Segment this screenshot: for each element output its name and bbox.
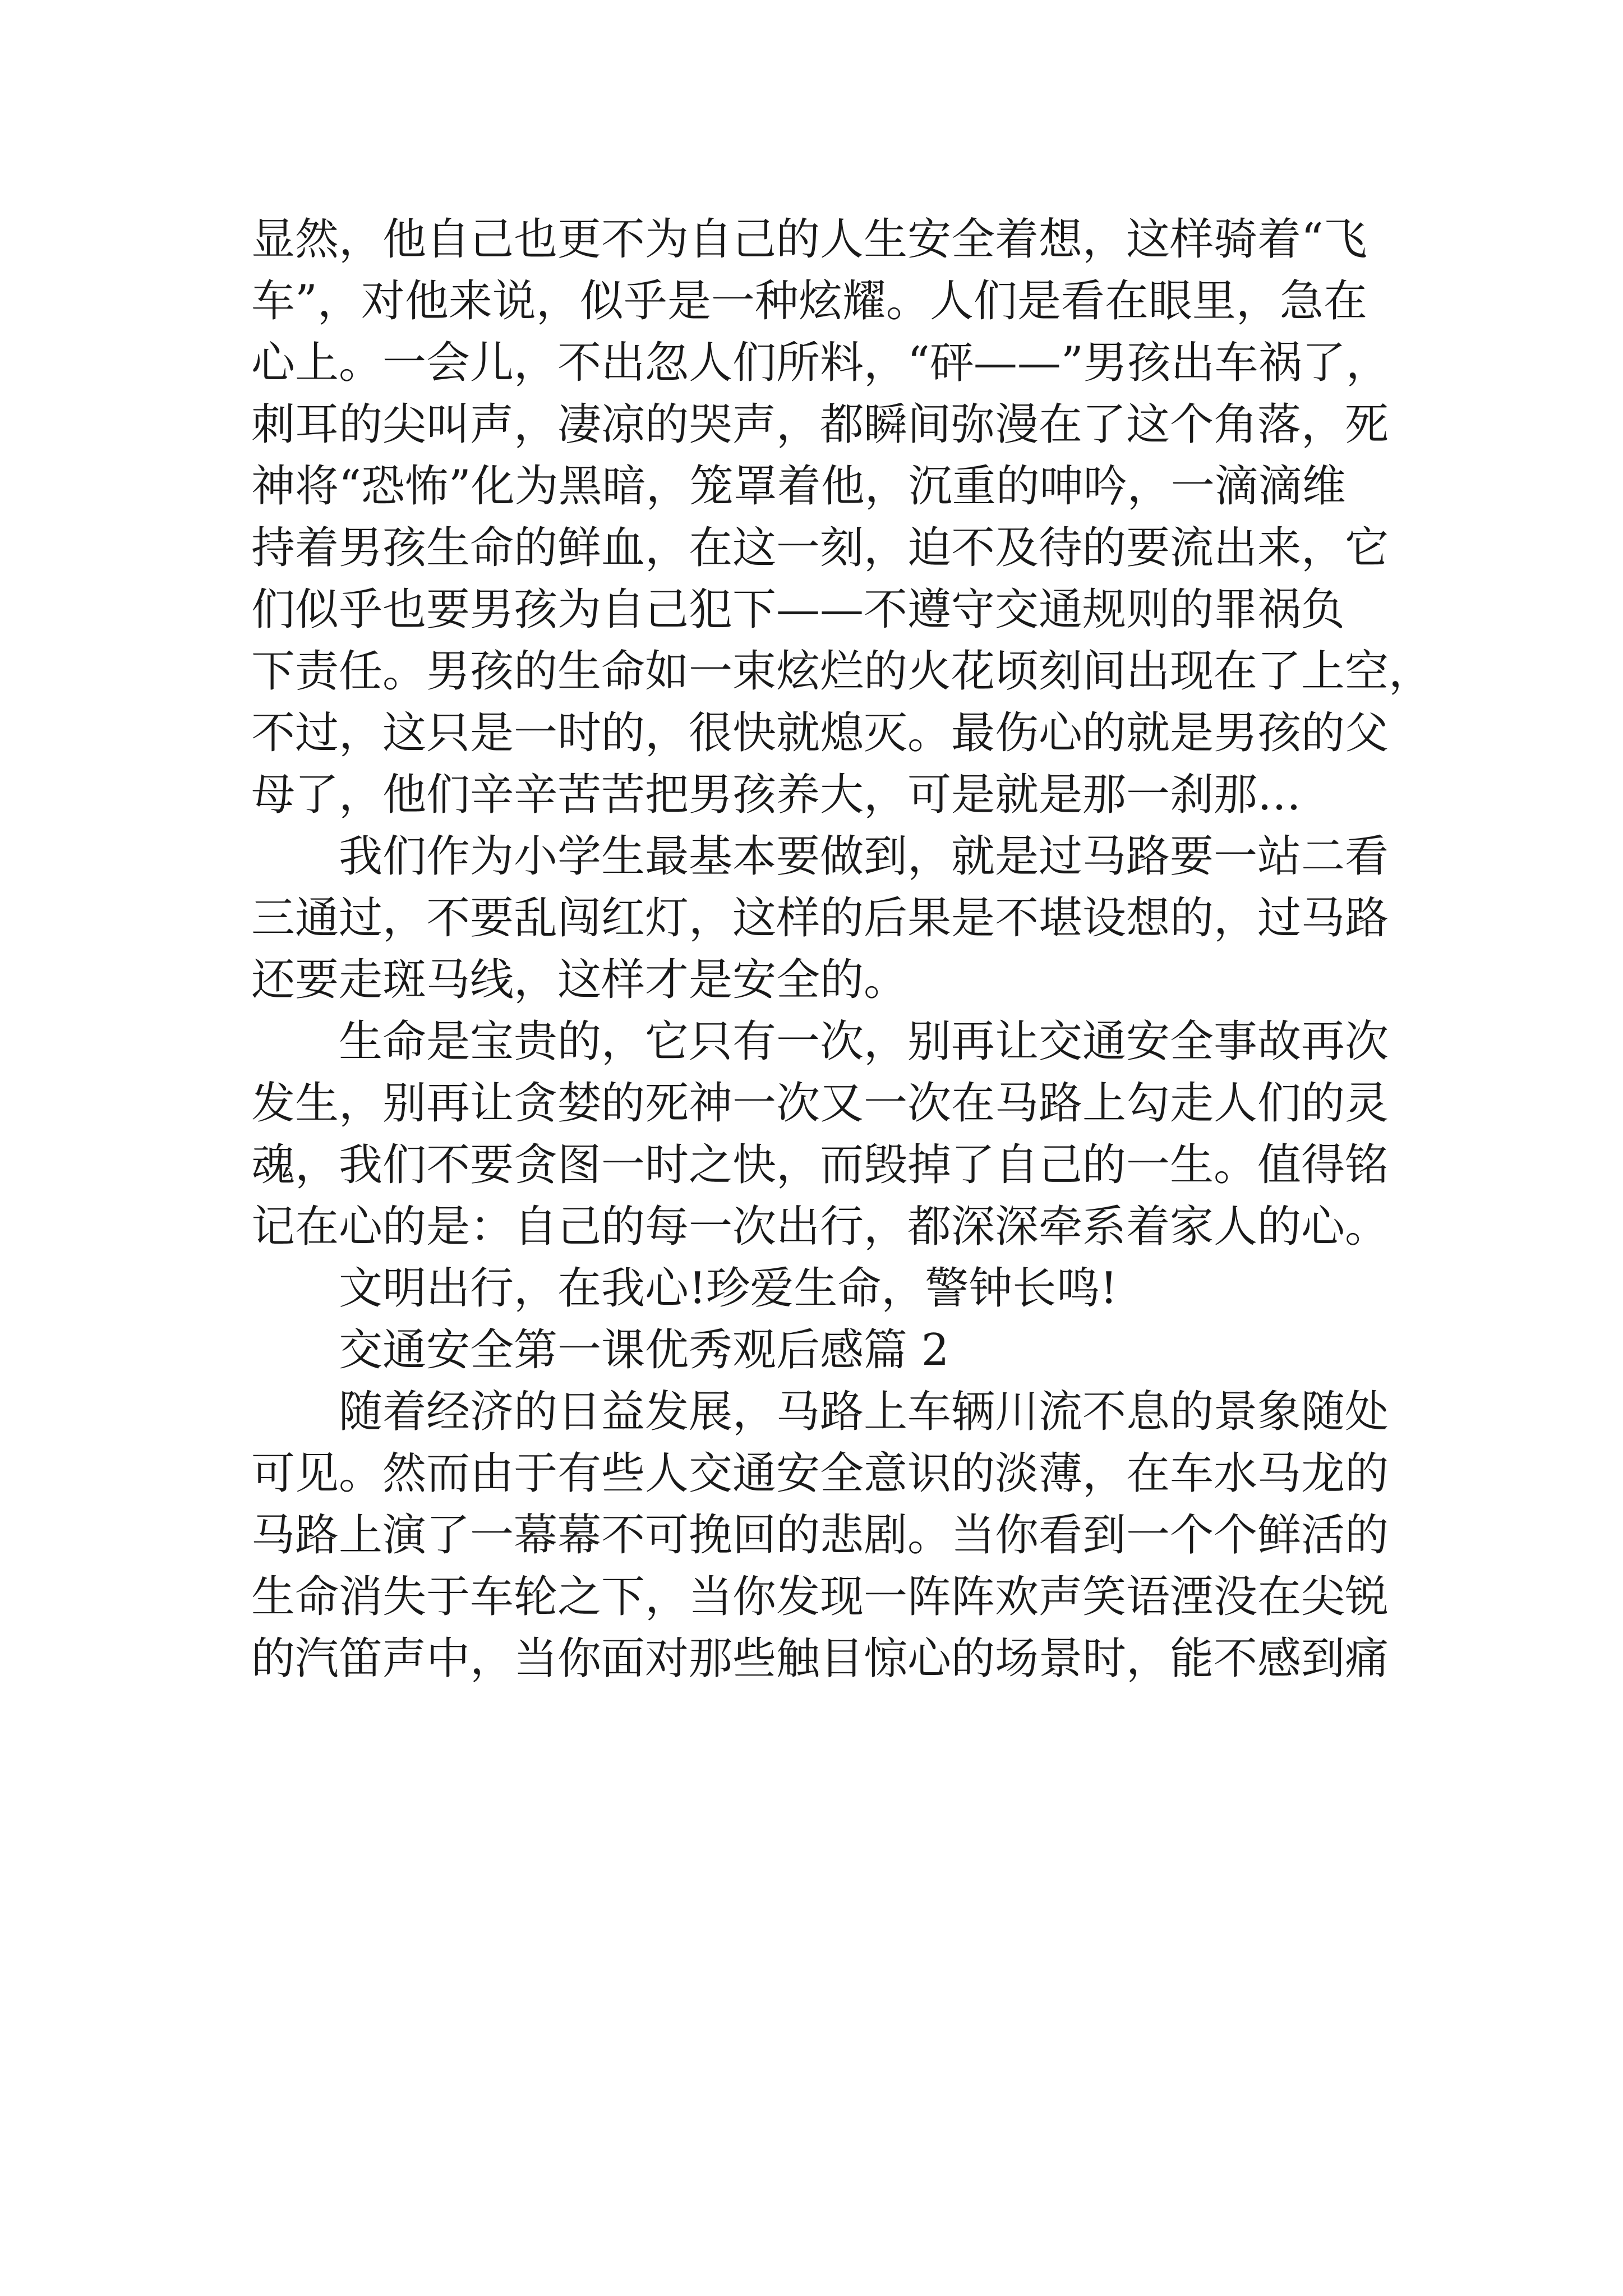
text-line: 神将“恐怖”化为黑暗，笼罩着他，沉重的呻吟，一滴滴维 <box>251 461 1346 512</box>
text-line: 交通安全第一课优秀观后感篇 2 <box>339 1325 949 1375</box>
text-line: 三通过，不要乱闯红灯，这样的后果是不堪设想的，过马路 <box>251 893 1389 944</box>
text-line: 生命是宝贵的，它只有一次，别再让交通安全事故再次 <box>339 1016 1389 1067</box>
text-line: 心上。一会儿，不出忽人们所料，“砰——”男孩出车祸了， <box>251 338 1390 388</box>
text-line: 持着男孩生命的鲜血，在这一刻，迫不及待的要流出来，它 <box>251 523 1389 573</box>
text-line: 们似乎也要男孩为自己犯下——不遵守交通规则的罪祸负 <box>251 585 1345 635</box>
document-body <box>251 209 1433 1690</box>
text-line: 文明出行，在我心!珍爱生命，警钟长鸣! <box>339 1263 1118 1314</box>
text-line: 我们作为小学生最基本要做到，就是过马路要一站二看 <box>339 831 1389 882</box>
text-line: 车”，对他来说，似乎是一种炫耀。人们是看在眼里，急在 <box>251 276 1367 326</box>
text-line: 刺耳的尖叫声，凄凉的哭声，都瞬间弥漫在了这个角落，死 <box>251 399 1389 450</box>
text-line: 下责任。男孩的生命如一束炫烂的火花顷刻间出现在了上空， <box>251 646 1433 697</box>
text-line: 记在心的是：自己的每一次出行，都深深牵系着家人的心。 <box>251 1202 1389 1252</box>
text-line: 还要走斑马线，这样才是安全的。 <box>251 955 908 1005</box>
text-line: 马路上演了一幕幕不可挽回的悲剧。当你看到一个个鲜活的 <box>251 1510 1389 1561</box>
text-line: 魂，我们不要贪图一时之快，而毁掉了自己的一生。值得铭 <box>251 1140 1389 1190</box>
text-line: 发生，别再让贪婪的死神一次又一次在马路上勾走人们的灵 <box>251 1078 1389 1129</box>
text-line: 的汽笛声中，当你面对那些触目惊心的场景时，能不感到痛 <box>251 1634 1389 1684</box>
text-line: 显然，他自己也更不为自己的人生安全着想，这样骑着“飞 <box>251 214 1367 265</box>
text-line: 随着经济的日益发展，马路上车辆川流不息的景象随处 <box>339 1387 1389 1437</box>
text-line: 不过，这只是一时的，很快就熄灭。最伤心的就是男孩的父 <box>251 708 1389 758</box>
text-line: 生命消失于车轮之下，当你发现一阵阵欢声笑语湮没在尖锐 <box>251 1572 1389 1622</box>
text-line: 母了，他们辛辛苦苦把男孩养大，可是就是那一刹那… <box>251 770 1302 820</box>
text-line: 可见。然而由于有些人交通安全意识的淡薄，在车水马龙的 <box>251 1448 1389 1499</box>
